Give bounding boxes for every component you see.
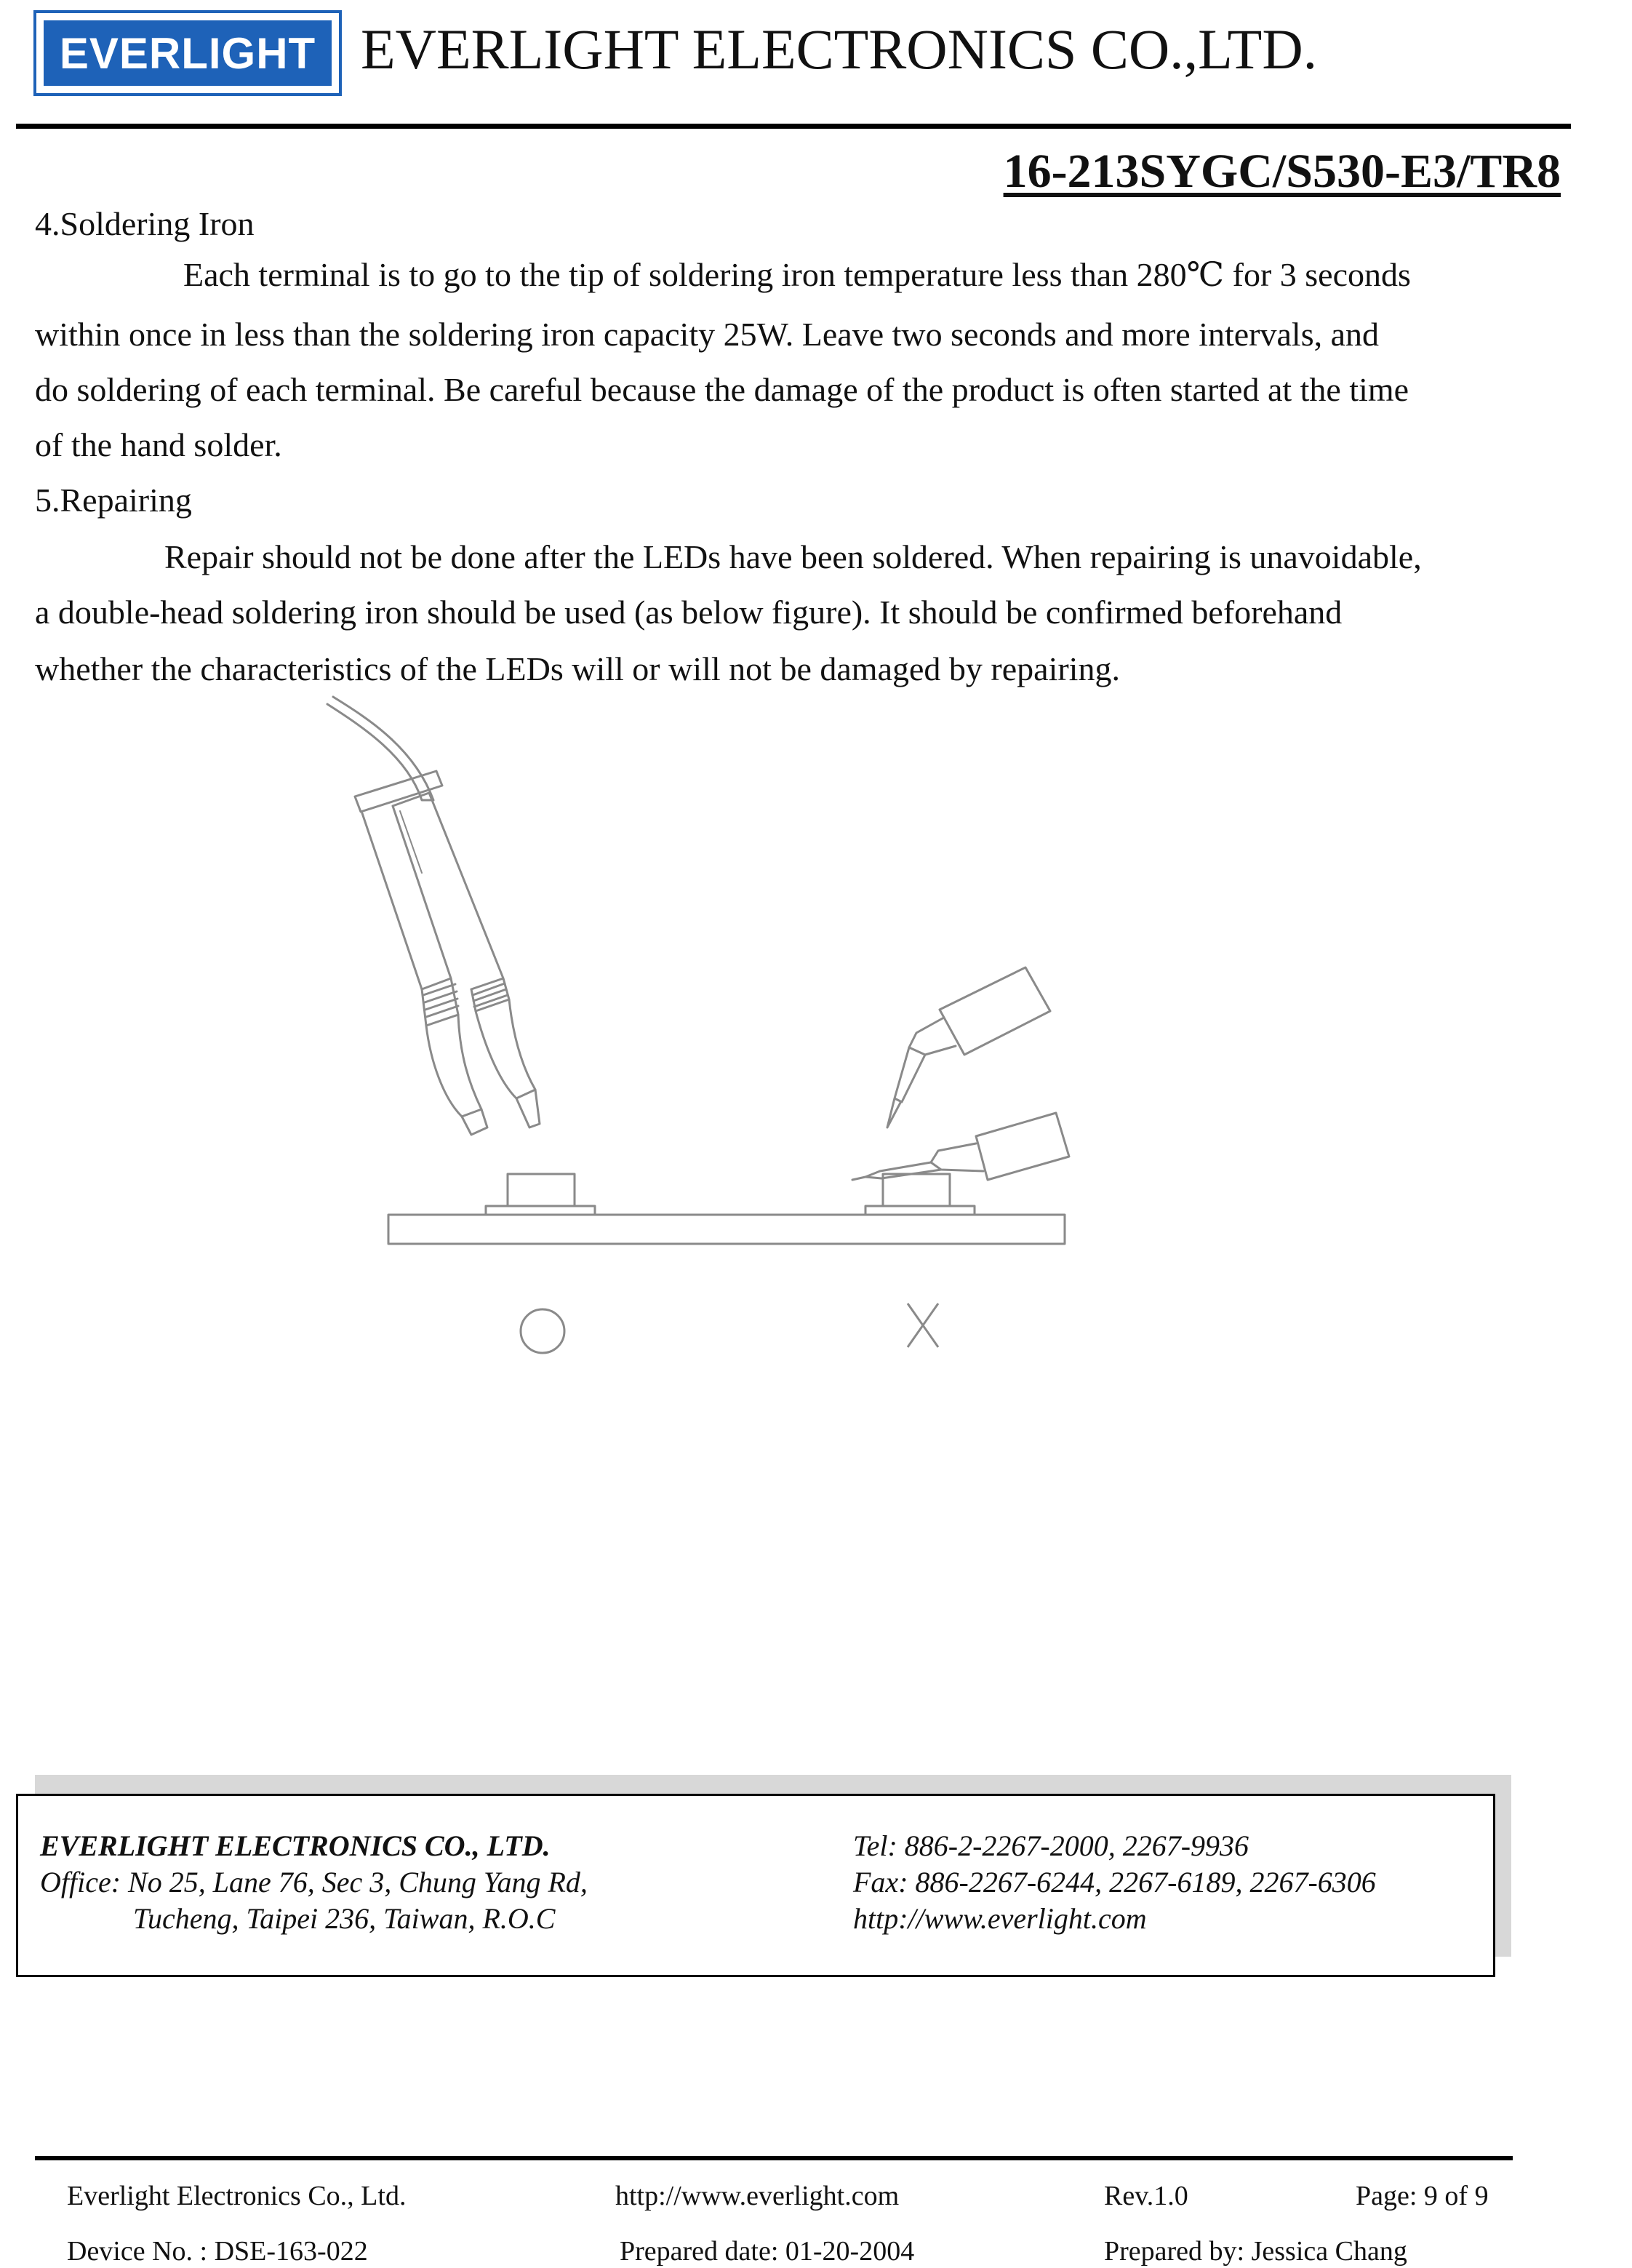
paragraph-line: do soldering of each terminal. Be careful because the damage of the product is often started at the time bbox=[35, 371, 1409, 408]
single-iron-upper bbox=[940, 967, 1050, 1055]
company-logo bbox=[33, 10, 342, 96]
section-heading-soldering-iron: 4.Soldering Iron bbox=[35, 205, 255, 242]
contact-fax: Fax: 886-2267-6244, 2267-6189, 2267-6306 bbox=[853, 1866, 1376, 1898]
contact-tel: Tel: 886-2-2267-2000, 2267-9936 bbox=[853, 1829, 1249, 1862]
contact-website-link[interactable]: http://www.everlight.com bbox=[853, 1902, 1147, 1935]
contact-company: EVERLIGHT ELECTRONICS CO., LTD. bbox=[40, 1829, 551, 1862]
circuit-board bbox=[388, 1215, 1065, 1244]
contact-office-line2: Tucheng, Taipei 236, Taiwan, R.O.C bbox=[133, 1902, 556, 1935]
iron-arm-left bbox=[362, 806, 451, 989]
iron-cable bbox=[327, 697, 433, 800]
paragraph-line: within once in less than the soldering iron capacity 25W. Leave two seconds and more intervals, and bbox=[35, 316, 1380, 353]
footer-prepared-by: Prepared by: Jessica Chang bbox=[1104, 2236, 1407, 2267]
contact-office-line1: Office: No 25, Lane 76, Sec 3, Chung Yang Rd, bbox=[40, 1866, 588, 1898]
footer-website-link[interactable]: http://www.everlight.com bbox=[615, 2181, 900, 2211]
company-title: EVERLIGHT ELECTRONICS CO.,LTD. bbox=[361, 17, 1318, 81]
logo-text: EVERLIGHT bbox=[44, 20, 332, 86]
section-heading-repairing: 5.Repairing bbox=[35, 482, 192, 519]
footer-company: Everlight Electronics Co., Ltd. bbox=[67, 2181, 407, 2211]
footer-divider bbox=[35, 2156, 1513, 2160]
paragraph-line: Each terminal is to go to the tip of soldering iron temperature less than 280℃ for 3 seconds bbox=[183, 256, 1411, 293]
contact-box bbox=[16, 1794, 1495, 1977]
single-iron-lower bbox=[976, 1113, 1069, 1180]
led-right bbox=[883, 1174, 950, 1206]
ok-mark-icon bbox=[521, 1309, 564, 1353]
led-left bbox=[508, 1174, 575, 1206]
footer-revision: Rev.1.0 bbox=[1104, 2181, 1188, 2211]
ng-mark-icon bbox=[908, 1303, 938, 1347]
paragraph-line: Repair should not be done after the LEDs have been soldered. When repairing is unavoidable, bbox=[164, 538, 1422, 575]
part-number: 16-213SYGC/S530-E3/TR8 bbox=[1003, 145, 1561, 198]
soldering-figure bbox=[313, 691, 1302, 1382]
footer-device-number: Device No. : DSE-163-022 bbox=[67, 2236, 368, 2267]
paragraph-line: of the hand solder. bbox=[35, 426, 282, 463]
iron-arm-right bbox=[393, 793, 503, 989]
footer-page-number: Page: 9 of 9 bbox=[1356, 2181, 1489, 2211]
paragraph-line: whether the characteristics of the LEDs will or will not be damaged by repairing. bbox=[35, 650, 1120, 687]
header-divider bbox=[16, 124, 1571, 129]
footer-prepared-date: Prepared date: 01-20-2004 bbox=[620, 2236, 915, 2267]
paragraph-line: a double-head soldering iron should be used (as below figure). It should be confirmed beforehand bbox=[35, 594, 1343, 631]
